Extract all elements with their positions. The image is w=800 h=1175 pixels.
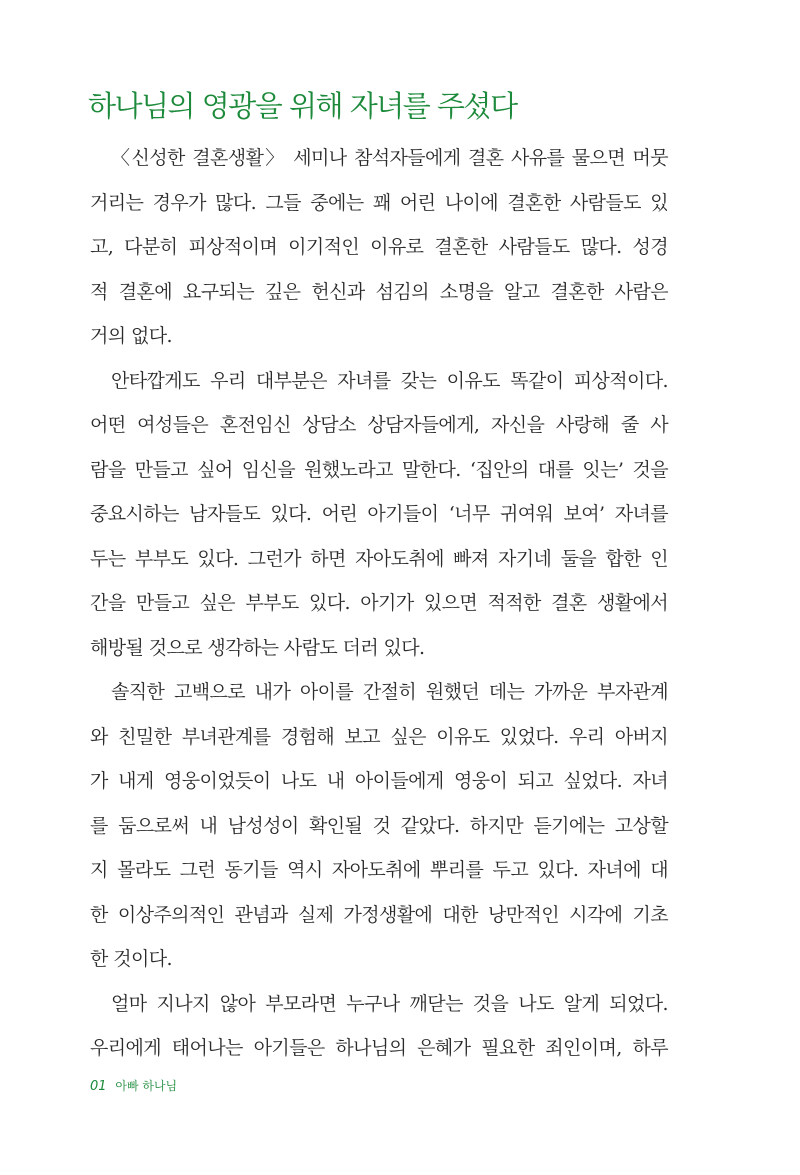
- paragraph: [90, 359, 668, 671]
- text-line: 얼마 지나지 않아 부모라면 누구나 깨닫는 것을 나도 알게 되었다.: [111, 992, 668, 1015]
- paragraph: [90, 982, 668, 1071]
- text-line: 해방될 것으로 생각하는 사람도 더러 있다.: [90, 636, 425, 659]
- text-line: 우리에게 태어나는 아기들은 하나님의 은혜가 필요한 죄인이며, 하루: [90, 1037, 668, 1059]
- text-line: 〈신성한 결혼생활〉 세미나 참석자들에게 결혼 사유를 물으면 머뭇: [111, 147, 668, 169]
- text-line: 간을 만들고 싶은 부부도 있다. 아기가 있으면 적적한 결혼 생활에서: [90, 592, 668, 614]
- text-line: 안타깝게도 우리 대부분은 자녀를 갖는 이유도 똑같이 피상적이다.: [111, 369, 668, 392]
- running-title: 아빠 하나님: [115, 1079, 178, 1093]
- body-text: [90, 136, 668, 1071]
- text-line: 거의 없다.: [90, 325, 172, 347]
- section-heading: 하나님의 영광을 위해 자녀를 주셨다: [88, 89, 517, 123]
- text-line: 람을 만들고 싶어 임신을 원했노라고 말한다. ‘집안의 대를 잇는’ 것을: [90, 458, 668, 481]
- paragraph: [90, 136, 668, 359]
- text-line: 고, 다분히 피상적이며 이기적인 이유로 결혼한 사람들도 많다. 성경: [90, 236, 668, 258]
- page-footer: [90, 1077, 177, 1094]
- text-line: 솔직한 고백으로 내가 아이를 간절히 원했던 데는 가까운 부자관계: [111, 681, 668, 703]
- page-number: 01: [90, 1079, 107, 1094]
- text-line: 거리는 경우가 많다. 그들 중에는 꽤 어린 나이에 결혼한 사람들도 있: [90, 191, 668, 214]
- text-line: 한 것이다.: [90, 948, 172, 970]
- text-line: 를 둠으로써 내 남성성이 확인될 것 같았다. 하지만 듣기에는 고상할: [90, 814, 668, 837]
- text-line: 어떤 여성들은 혼전임신 상담소 상담자들에게, 자신을 사랑해 줄 사: [90, 414, 668, 436]
- paragraph: [90, 670, 668, 982]
- text-line: 와 친밀한 부녀관계를 경험해 보고 싶은 이유도 있었다. 우리 아버지: [90, 725, 668, 748]
- text-line: 지 몰라도 그런 동기들 역시 자아도취에 뿌리를 두고 있다. 자녀에 대: [90, 859, 668, 881]
- text-line: 두는 부부도 있다. 그런가 하면 자아도취에 빠져 자기네 둘을 합한 인: [90, 547, 668, 570]
- text-line: 한 이상주의적인 관념과 실제 가정생활에 대한 낭만적인 시각에 기초: [90, 903, 668, 926]
- text-line: 중요시하는 남자들도 있다. 어린 아기들이 ‘너무 귀여워 보여’ 자녀를: [90, 503, 668, 525]
- text-line: 가 내게 영웅이었듯이 나도 내 아이들에게 영웅이 되고 싶었다. 자녀: [90, 770, 668, 792]
- text-line: 적 결혼에 요구되는 깊은 헌신과 섬김의 소명을 알고 결혼한 사람은: [90, 280, 668, 303]
